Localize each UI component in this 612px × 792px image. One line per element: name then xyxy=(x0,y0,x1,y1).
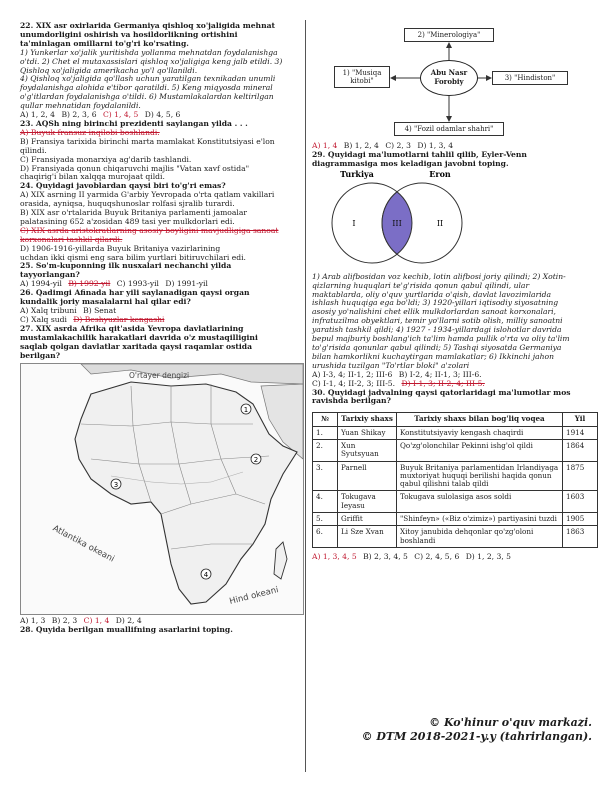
question-26-title-line1: 26. Qadimgi Afinada har yili saylanadigan qaysi organ xyxy=(20,288,250,298)
option-a[interactable]: A) 1, 2, 4 xyxy=(20,110,56,120)
question-28-title: 28. Quyida berilgan muallifning asarlarini toping. xyxy=(20,625,233,635)
question-26 xyxy=(20,289,302,325)
question-24-title: 24. Quyidagi javoblardan qaysi biri to'g'ri emas? xyxy=(20,181,226,191)
option-b[interactable]: B) I-2, 4; II-1, 3; III-6. xyxy=(398,369,482,379)
question-24 xyxy=(20,182,302,262)
question-22 xyxy=(20,22,302,120)
table-row: 1. Yuan Shikay Konstitutsiyaviy kengash chaqirdi 1914 xyxy=(313,426,598,439)
option-b-line2: qilindi. xyxy=(20,145,47,155)
question-22-statements: 1) Yunkerlar xo'jalik yuritishda yollanma mehnatdan foydalanishga o'tdi. 2) Chet el mutaxassislari qishloq xo'jaligiga keng jalb etildi. 3) Qishloq xo'jaligida amerikacha yo'l qo'llanildi. 4) Qishloq xo'jaligida qo'llash uchun yaratilgan texnikadan unumli foydalanishga alohida e'tibor qaratildi. 5) Keng miqyosda mineral o'g'itlardan foydalanishga o'tildi. 6) Mustamlakalardan keltirilgan qullar mehnatidan foydalanildi. xyxy=(20,47,283,111)
venn-region-ii: II xyxy=(436,218,444,228)
footer-copyright-dtm: © DTM 2018-2021-y.y (tahrirlangan). xyxy=(361,730,592,743)
venn-region-iii: III xyxy=(392,218,402,228)
option-a-correct[interactable]: A) 1, 4 xyxy=(312,141,338,150)
option-c-correct[interactable]: C) 1, 4 xyxy=(83,616,110,626)
table-row: 4. Tokugava Ieyasu Tokugava sulolasiga asos soldi 1603 xyxy=(313,491,598,513)
table-row: 6. Li Sze Xvan Xitoy janubida dehqonlar qo'zg'oloni boshlandi 1863 xyxy=(313,526,598,548)
option-c-line1-correct[interactable]: C) XIX asrda aristokratlarning asosiy boyligini mavjudligiga sanoat xyxy=(20,225,279,235)
diagram-book-2: 2) "Minerologiya" xyxy=(404,28,494,42)
option-a-line2: orasida, ayniqsa, huquqshunoslar rolfasi sjralib turardi. xyxy=(20,199,235,209)
question-27 xyxy=(20,325,302,627)
table-row: 5. Griffit "Shinfeyn» («Biz o'zimiz») partiyasini tuzdi 1905 xyxy=(313,512,598,525)
question-23-title: 23. AQSh ning birinchi prezidenti saylangan yilda . . . xyxy=(20,118,248,128)
page-footer xyxy=(330,716,592,744)
option-d-line1[interactable]: D) 1906-1916-yillarda Buyuk Britaniya vazirlarining xyxy=(20,243,221,253)
atlantic-ocean-label: Atlantika okeani xyxy=(50,524,116,565)
option-a[interactable]: A) I-3, 4; II-1, 2; III-6 xyxy=(312,369,393,379)
mediterranean-sea-label: O'rtayer dengizi xyxy=(129,371,190,381)
venn-region-i: I xyxy=(352,218,356,228)
question-30 xyxy=(312,389,598,562)
indian-ocean-label: Hind okeani xyxy=(228,585,280,608)
venn-title-iran: Eron xyxy=(429,168,451,179)
forobiy-diagram xyxy=(312,22,598,142)
option-d-correct[interactable]: D) Beshyuzlar kengashi xyxy=(73,314,165,324)
history-table xyxy=(312,412,598,548)
map-number-2: 2 xyxy=(253,456,259,465)
table-row: 3. Parnell Buyuk Britaniya parlamentidan Irlandiyaga muxtoriyat huquqi berilishi haqida qonun qabul qilishni talab qildi 1875 xyxy=(313,461,598,491)
option-b-correct[interactable]: B) 1992-yil xyxy=(68,279,111,289)
option-a[interactable]: A) 1, 3 xyxy=(20,616,46,626)
table-header-row xyxy=(313,413,598,426)
option-d[interactable]: D) 1991-yil xyxy=(165,279,208,289)
option-b-line2: palatasining 652 a'zosidan 489 tasi yer mulkdorlari edi. xyxy=(20,216,235,226)
question-27-title: 27. XIX asrda Afrika qit'asida Yevropa davlatlarining mustamlakachilik harakatlari davrida o'z mustaqilligini saqlab qolgan davlatlar xaritada qaysi raqamlar ostida berilgan? xyxy=(20,323,258,360)
option-a-correct[interactable]: A) Buyuk fransuz inqilobi boshlandi. xyxy=(20,127,160,137)
option-b[interactable]: B) 2, 3, 4, 5 xyxy=(363,551,408,561)
option-c[interactable]: C) I-1, 4; II-2, 3; III-5. xyxy=(312,378,396,388)
africa-map xyxy=(20,363,304,615)
option-c-line2-correct: korxonalari tashkil qilardi. xyxy=(20,234,123,244)
column-divider xyxy=(305,20,306,772)
option-a-line1[interactable]: A) XIX asrning II yarmida G'arbiy Yevropada o'rta qatlam vakillari xyxy=(20,190,275,200)
africa-map-drawing xyxy=(21,364,303,614)
option-b[interactable]: B) 1, 2, 4 xyxy=(343,141,379,150)
option-b-line1[interactable]: B) Fransiya tarixida birinchi marta mamlakat Konstitutsiyasi e'lon xyxy=(20,136,275,146)
question-25-title-line1: 25. So'm-kuponning ilk nusxalari nechanchi yilda xyxy=(20,261,232,271)
question-29 xyxy=(312,151,598,389)
question-22-title: 22. XIX asr oxirlarida Germaniya qishloq xo'jaligida mehnat unumdorligini oshirish va hosildorlikning ortishini ta'minlagan omillarni to'g'ri ko'rsating. xyxy=(20,21,276,48)
table-header-person: Tarixiy shaxs xyxy=(338,413,397,426)
diagram-book-1: 1) "Musiqa kitobi" xyxy=(334,66,390,88)
option-d[interactable]: D) 1, 2, 3, 5 xyxy=(465,551,511,561)
option-d[interactable]: D) 1, 3, 4 xyxy=(417,141,454,150)
question-23 xyxy=(20,120,302,182)
option-d-line2: uchdan ikki qismi eng sara bilim yurtlari bitiruvchilari edi. xyxy=(20,252,246,262)
option-d-correct[interactable]: D) I-1, 3; II-2, 4; III-5. xyxy=(401,378,485,388)
table-header-year: Yil xyxy=(563,413,598,426)
option-c[interactable]: C) 2, 3 xyxy=(385,141,411,150)
question-29-title: 29. Quyidagi ma'lumotlarni tahlil qilib, Eyler-Venn diagrammasiga mos keladigan javobni toping. xyxy=(312,149,527,168)
option-a-correct[interactable]: A) 1, 3, 4, 5 xyxy=(312,551,357,561)
euler-venn-diagram xyxy=(312,169,598,273)
table-header-event: Tarixiy shaxs bilan bog'liq voqea xyxy=(397,413,563,426)
option-d-line1[interactable]: D) Fransiyada qonun chiqaruvchi majlis "Vatan xavf ostida" xyxy=(20,163,250,173)
option-c-correct[interactable]: C) 1, 4, 5 xyxy=(102,110,139,120)
footer-copyright-center: © Ko'hinur o'quv markazi. xyxy=(429,716,592,729)
diagram-book-3: 3) "Hindiston" xyxy=(492,71,568,85)
option-a[interactable]: A) 1994-yil xyxy=(20,279,62,289)
question-30-title: 30. Quyidagi jadvalning qaysi qatorlaridagi ma'lumotlar mos ravishda berilgan? xyxy=(312,387,571,406)
right-column xyxy=(312,22,598,562)
table-header-number: № xyxy=(313,413,338,426)
venn-circles xyxy=(312,169,598,273)
option-c[interactable]: C) 1993-yil xyxy=(116,279,159,289)
question-25-title-line2: tayyorlangan? xyxy=(20,270,80,280)
map-number-3: 3 xyxy=(113,481,119,490)
table-row: 2. Xun Syutsyuan Qo'zg'olonchilar Pekinni ishg'ol qildi 1864 xyxy=(313,439,598,461)
diagram-author-abu-nasr-forobiy: Abu Nasr Forobiy xyxy=(420,60,478,96)
option-b-line1[interactable]: B) XIX asr o'rtalarida Buyuk Britaniya parlamenti jamoalar xyxy=(20,208,247,218)
option-a[interactable]: A) Xalq tribuni xyxy=(20,306,77,315)
option-b[interactable]: B) 2, 3, 6 xyxy=(61,110,97,120)
question-29-statements: 1) Arab alifbosidan voz kechib, lotin alifbosi joriy qilindi; 2) Xotin- qizlarning huquqlari te'g'risida qonun qabul qilindi, ular maktablarda, oliy o'quv yurtlarida o'qish, davlat lavozimlarida ishlash huquqiga ega bo'ldi; 3) 1920-yillari iqtisodiy siyosatning asosiy yo'nalishini chet ellik mulkdorlardan sanoat korxonalari, infratuzilma obyektlari, temir yo'llarni sotib olish, milliy sanoatni yaratish tashkil qildi; 4) 1927 - 1934-yillardagi islohotlar davrida bepul majburiy boshlang'ich ta'lim hamda pullik o'rta va oliy ta'lim to'g'risida qonunlar qabul qilindi; 5) Tashqi siyosatda Germaniya bilan hamkorlikni kuchaytirgan mamlakatlar; 6) Ikkinchi jahon urushida tuzilgan "To'rtlar bloki" a'zolari xyxy=(312,271,570,370)
option-b[interactable]: B) Senat xyxy=(83,306,117,315)
option-c[interactable]: C) Fransiyada monarxiya ag'darib tashlandi. xyxy=(20,154,192,164)
option-d-line2: chaqirig'i bilan xalqqa murojaat qildi. xyxy=(20,172,165,182)
option-c[interactable]: C) 2, 4, 5, 6 xyxy=(414,551,460,561)
option-b[interactable]: B) 2, 3 xyxy=(51,616,78,626)
option-c[interactable]: C) Xalq sudi xyxy=(20,314,67,324)
question-30-options xyxy=(312,553,598,562)
diagram-book-4: 4) "Fozil odamlar shahri" xyxy=(394,122,504,136)
option-d[interactable]: D) 4, 5, 6 xyxy=(144,110,181,120)
map-number-4: 4 xyxy=(203,571,209,580)
option-d[interactable]: D) 2, 4 xyxy=(115,616,142,626)
question-25 xyxy=(20,262,302,289)
left-column xyxy=(20,22,302,635)
map-number-1: 1 xyxy=(243,406,249,415)
question-26-title-line2: kundalik joriy masalalarni hal qilar edi? xyxy=(20,297,191,307)
venn-title-turkey: Turkiya xyxy=(340,168,374,179)
